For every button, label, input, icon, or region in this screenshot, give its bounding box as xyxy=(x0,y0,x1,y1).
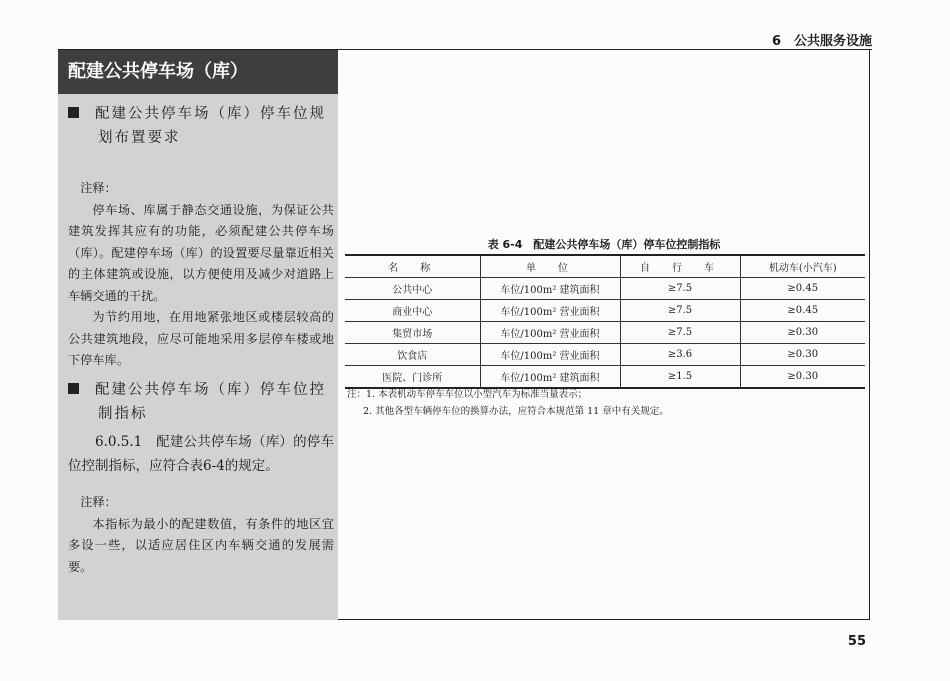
parking-index-table xyxy=(345,254,865,389)
table-note-2: 2. 其他各型车辆停车位的换算办法，应符合本规范第 11 章中有关规定。 xyxy=(363,406,669,417)
note-paragraph: 停车场、库属于静态交通设施，为保证公共建筑发挥其应有的功能，必须配建公共停车场（库）。配建停车场（库）的设置要尽量靠近相关的主体建筑或设施，以方便使用及减少对道路上车辆交通的干扰。 xyxy=(68,202,334,303)
cell-motor: ≥0.30 xyxy=(740,322,865,344)
note-label: 注释： xyxy=(80,495,117,509)
page-number: 55 xyxy=(847,634,866,649)
note-paragraph: 为节约用地，在用地紧张地区或楼层较高的公共建筑地段，应尽可能地采用多层停车楼或地下停车库。 xyxy=(68,310,334,367)
table-caption: 表 6-4 配建公共停车场（库）停车位控制指标 xyxy=(487,238,721,251)
cell-name: 公共中心 xyxy=(345,278,480,300)
cell-name: 商业中心 xyxy=(345,300,480,322)
section-heading-line1: 配建公共停车场（库）停车位规 xyxy=(95,106,326,122)
cell-motor: ≥0.45 xyxy=(740,278,865,300)
cell-name: 医院、门诊所 xyxy=(345,366,480,389)
chapter-header: 6 公共服务设施 xyxy=(771,34,872,49)
clause-6-0-5-1: 6.0.5.1 配建公共停车场（库）的停车位控制指标，应符合表6-4的规定。 xyxy=(68,434,334,474)
sidebar-panel xyxy=(58,50,338,620)
section-heading-line2: 划布置要求 xyxy=(98,130,181,146)
square-bullet-icon xyxy=(68,383,79,394)
section-heading-line1: 配建公共停车场（库）停车位控 xyxy=(95,382,326,398)
cell-unit: 车位/100m² 建筑面积 xyxy=(480,366,620,389)
note-label: 注释： xyxy=(80,181,117,195)
cell-bicycle: ≥1.5 xyxy=(620,366,740,389)
table-row xyxy=(345,300,865,322)
cell-bicycle: ≥3.6 xyxy=(620,344,740,366)
cell-motor: ≥0.45 xyxy=(740,300,865,322)
sidebar-title: 配建公共停车场（库） xyxy=(58,50,338,94)
cell-bicycle: ≥7.5 xyxy=(620,300,740,322)
section-heading-layout xyxy=(68,102,336,150)
column-header-unit: 单 位 xyxy=(480,255,620,278)
table-notes xyxy=(347,386,669,420)
table-row xyxy=(345,366,865,389)
table-row xyxy=(345,278,865,300)
section-heading-indicators xyxy=(68,378,336,426)
cell-unit: 车位/100m² 建筑面积 xyxy=(480,278,620,300)
cell-motor: ≥0.30 xyxy=(740,344,865,366)
cell-unit: 车位/100m² 营业面积 xyxy=(480,344,620,366)
column-header-name: 名 称 xyxy=(345,255,480,278)
cell-name: 饮食店 xyxy=(345,344,480,366)
note-paragraph: 本指标为最小的配建数值，有条件的地区宜多设一些，以适应居住区内车辆交通的发展需要。 xyxy=(68,516,334,574)
cell-bicycle: ≥7.5 xyxy=(620,278,740,300)
cell-unit: 车位/100m² 营业面积 xyxy=(480,322,620,344)
column-header-bicycle: 自 行 车 xyxy=(620,255,740,278)
layout-note xyxy=(68,178,334,372)
section-heading-line2: 制指标 xyxy=(98,406,148,422)
cell-bicycle: ≥7.5 xyxy=(620,322,740,344)
square-bullet-icon xyxy=(68,107,79,118)
table-row xyxy=(345,344,865,366)
cell-motor: ≥0.30 xyxy=(740,366,865,389)
cell-unit: 车位/100m² 营业面积 xyxy=(480,300,620,322)
indicator-note xyxy=(68,492,334,578)
cell-name: 集贸市场 xyxy=(345,322,480,344)
table-note-1: 注：1. 本表机动车停车车位以小型汽车为标准当量表示； xyxy=(347,389,588,400)
column-header-motor: 机动车(小汽车) xyxy=(740,255,865,278)
table-header-row xyxy=(345,255,865,278)
table-row xyxy=(345,322,865,344)
